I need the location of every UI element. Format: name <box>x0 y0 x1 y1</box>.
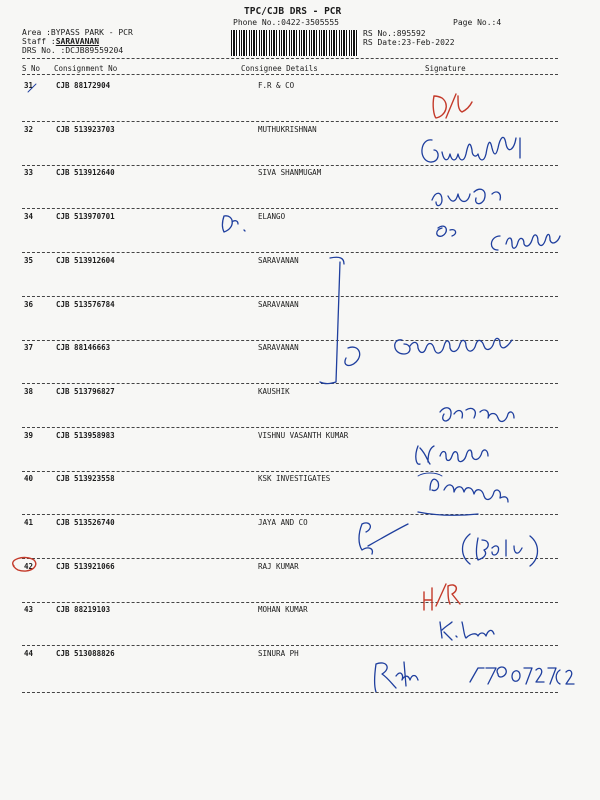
row-consignment-number: CJB 88172904 <box>56 81 111 90</box>
row-consignee-name: SIVA SHANMUGAM <box>258 168 322 177</box>
row-consignment-number: CJB 513912604 <box>56 256 115 265</box>
row-serial-number: 31 <box>24 81 34 90</box>
row-consignment-number: CJB 513912640 <box>56 168 115 177</box>
row-serial-number: 39 <box>24 431 34 440</box>
sheet-title: TPC/CJB DRS - PCR <box>244 6 342 17</box>
row-divider <box>22 121 558 122</box>
row-consignment-number: CJB 513576784 <box>56 300 115 309</box>
column-consignee: Consignee Details <box>241 64 318 73</box>
row-serial-number: 37 <box>24 343 34 352</box>
staff-label: Staff : <box>22 37 56 46</box>
row-consignment-number: CJB 513923558 <box>56 474 115 483</box>
page-number: Page No.:4 <box>453 18 502 27</box>
row-serial-number: 34 <box>24 212 34 221</box>
row-serial-number: 38 <box>24 387 34 396</box>
column-consignment: Consignment No <box>54 64 118 73</box>
phone-number: Phone No.:0422-3505555 <box>233 18 339 27</box>
row-divider <box>22 383 558 384</box>
row-consignment-number: CJB 513088826 <box>56 649 115 658</box>
row-consignee-name: RAJ KUMAR <box>258 562 299 571</box>
row-divider <box>22 514 558 515</box>
column-signature: Signature <box>425 64 466 73</box>
barcode <box>231 30 359 56</box>
row-consignee-name: SINURA PH <box>258 649 299 658</box>
row-consignee-name: ELANGO <box>258 212 286 221</box>
row-divider <box>22 165 558 166</box>
row-consignee-name: MOHAN KUMAR <box>258 605 308 614</box>
row-consignment-number: CJB 513958983 <box>56 431 115 440</box>
staff-line <box>22 37 99 46</box>
row-divider <box>22 427 558 428</box>
row-consignee-name: SARAVANAN <box>258 300 299 309</box>
table-bottom-divider <box>22 692 558 693</box>
row-divider <box>22 208 558 209</box>
row-consignment-number: CJB 513923703 <box>56 125 115 134</box>
row-serial-number: 32 <box>24 125 34 134</box>
row-consignee-name: MUTHUKRISHNAN <box>258 125 317 134</box>
row-serial-number: 41 <box>24 518 34 527</box>
header-divider <box>22 58 558 59</box>
row-divider <box>22 471 558 472</box>
column-sno: S No <box>22 64 41 73</box>
area-label: Area :BYPASS PARK - PCR <box>22 28 133 37</box>
row-divider <box>22 252 558 253</box>
row-consignee-name: KAUSHIK <box>258 387 290 396</box>
row-serial-number: 42 <box>24 562 34 571</box>
row-consignee-name: F.R & CO <box>258 81 295 90</box>
row-serial-number: 43 <box>24 605 34 614</box>
row-consignment-number: CJB 88219103 <box>56 605 111 614</box>
row-divider <box>22 296 558 297</box>
row-divider <box>22 340 558 341</box>
row-divider <box>22 602 558 603</box>
row-divider <box>22 645 558 646</box>
row-serial-number: 36 <box>24 300 34 309</box>
rs-number: RS No.:895592 <box>363 29 426 38</box>
row-consignment-number: CJB 513796827 <box>56 387 115 396</box>
row-consignment-number: CJB 513526740 <box>56 518 115 527</box>
drs-number: DRS No. :DCJB89559204 <box>22 46 124 55</box>
row-consignee-name: VISHNU VASANTH KUMAR <box>258 431 349 440</box>
row-divider <box>22 558 558 559</box>
row-consignee-name: SARAVANAN <box>258 343 299 352</box>
rs-date: RS Date:23-Feb-2022 <box>363 38 455 47</box>
row-serial-number: 35 <box>24 256 34 265</box>
row-consignment-number: CJB 88146663 <box>56 343 111 352</box>
row-consignee-name: JAYA AND CO <box>258 518 308 527</box>
row-consignee-name: SARAVANAN <box>258 256 299 265</box>
row-consignment-number: CJB 513970701 <box>56 212 115 221</box>
column-divider <box>22 74 558 75</box>
row-consignee-name: KSK INVESTIGATES <box>258 474 331 483</box>
staff-name: SARAVANAN <box>55 37 100 46</box>
row-consignment-number: CJB 513921066 <box>56 562 115 571</box>
row-serial-number: 44 <box>24 649 34 658</box>
row-serial-number: 33 <box>24 168 34 177</box>
row-serial-number: 40 <box>24 474 34 483</box>
